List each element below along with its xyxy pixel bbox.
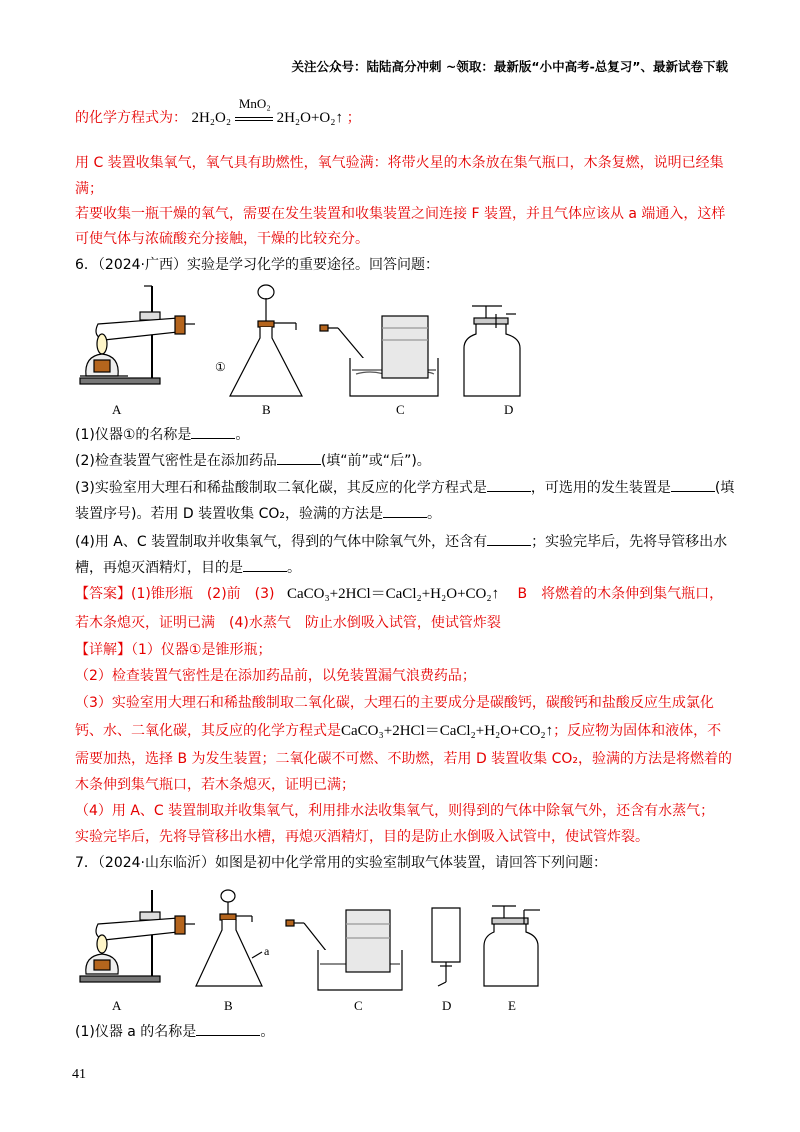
q6-sub4: (4)用 A、C 装置制取并收集氧气，得到的气体中除氧气外，还含有 ；实验完毕后，先将导管移出水 [75,531,727,552]
label-c: C [354,998,363,1013]
label-b: B [224,998,233,1013]
q6-detail-3: （3）实验室用大理石和稀盐酸制取二氧化碳，大理石的主要成分是碳酸钙，碳酸钙和盐酸反应生成氯化 [75,695,714,711]
q6-answer: 【答案】(1)锥形瓶 (2)前 (3) CaCO₃+2HCl＝CaCl₂+H₂O+CO₂↑ B 将燃着的木条伸到集气瓶口， [75,586,724,602]
apparatus-d [464,306,520,396]
equation-line: 的化学方程式为： 2H₂O₂ MnO₂ 2H₂O+O₂↑ ； [75,96,361,126]
apparatus-b [196,890,262,986]
text-line: 满； [75,181,103,197]
apparatus-c [286,910,402,990]
q6-sub1: (1)仪器①的名称是 。 [75,424,727,445]
answer-tag: 【答案】 [75,586,131,602]
apparatus-a [80,890,195,982]
h2o2-equation: 2H₂O₂ MnO₂ 2H₂O+O₂↑ [191,96,343,126]
catalyst-label: MnO₂ [238,96,271,111]
q6-detail-2: （2）检查装置气密性是在添加药品前，以免装置漏气浪费药品； [75,668,476,684]
apparatus-a [80,286,195,384]
label-d: D [504,402,514,417]
label-d: D [442,998,452,1013]
page-header: 关注公众号：陆陆高分冲刺 ~领取：最新版“小中高考-总复习”、最新试卷下载 [291,59,728,74]
q6-figure-svg [80,278,560,408]
answer-blank [191,424,235,439]
text-line: 若要收集一瓶干燥的氧气，需要在发生装置和收集装置之间连接 F 装置，并且气体应该从 a 端通入，这样 [75,206,726,222]
q6-sub4-cont: 槽，再熄灭酒精灯，目的是 。 [75,557,727,578]
q7-apparatus-figure [80,886,560,1016]
q6-detail-4b: 实验完毕后，先将导管移出水槽，再熄灭酒精灯，目的是防止水倒吸入试管中，使试管炸裂。 [75,829,649,845]
caco3-equation: CaCO₃+2HCl＝CaCl₂+H₂O+CO₂↑ [341,723,554,739]
answer-blank [196,1021,260,1036]
label-a: A [112,402,122,417]
answer-blank [487,477,531,492]
q6-detail-3c: 需要加热，选择 B 为发生装置；二氧化碳不可燃、不助燃，若用 D 装置收集 CO₂，验满的方法是将燃着的 [75,751,733,767]
answer-blank [277,450,321,465]
q6-apparatus-figure [80,278,560,418]
apparatus-c [320,316,438,396]
eq-prefix: 的化学方程式为： [75,110,187,126]
q6-sub2: (2)检查装置气密性是在添加药品 (填“前”或“后”)。 [75,450,727,471]
apparatus-e [484,906,540,986]
label-c: C [396,402,405,417]
apparatus-b [230,285,302,396]
answer-blank [383,503,427,518]
q7-sub1: (1)仪器 a 的名称是 。 [75,1021,727,1042]
q6-sub3: (3)实验室用大理石和稀盐酸制取二氧化碳，其反应的化学方程式是 ，可选用的发生装置是 (填 [75,477,727,498]
q6-sub3-cont: 装置序号)。若用 D 装置收集 CO₂，验满的方法是 。 [75,503,727,524]
text-line: 可使气体与浓硫酸充分接触，干燥的比较充分。 [75,231,369,247]
q7-figure-svg [80,886,560,998]
q6-detail-3b: 钙、水、二氧化碳，其反应的化学方程式是CaCO₃+2HCl＝CaCl₂+H₂O+CO₂↑；反应物为固体和液体，不 [75,723,722,739]
marker-a: a [264,944,270,958]
apparatus-d [432,908,460,986]
label-a: A [112,998,122,1013]
text-line: 用 C 装置收集氧气，氧气具有助燃性，氧气验满：将带火星的木条放在集气瓶口，木条复燃，说明已经集 [75,155,724,171]
label-b: B [262,402,271,417]
marker-1: ① [215,360,226,374]
caco3-equation: CaCO₃+2HCl＝CaCl₂+H₂O+CO₂↑ [286,586,500,602]
answer-blank [671,477,715,492]
q6-answer-cont: 若木条熄灭，证明已满 (4)水蒸气 防止水倒吸入试管，使试管炸裂 [75,615,501,631]
q6-detail-1: 【详解】（1）仪器①是锥形瓶； [75,642,272,658]
q6-detail-4: （4）用 A、C 装置制取并收集氧气，利用排水法收集氧气，则得到的气体中除氧气外，还含有水蒸气； [75,803,715,819]
page-number: 41 [72,1067,86,1082]
answer-blank [243,557,287,572]
q6-detail-3d: 木条伸到集气瓶口，若木条熄灭，证明已满； [75,777,355,793]
q7-stem: 7．（2024·山东临沂）如图是初中化学常用的实验室制取气体装置，请回答下列问题： [75,855,607,871]
answer-blank [487,531,531,546]
q6-stem: 6．（2024·广西）实验是学习化学的重要途径。回答问题： [75,257,439,273]
detail-tag: 【详解】 [75,642,131,658]
label-e: E [508,998,516,1013]
